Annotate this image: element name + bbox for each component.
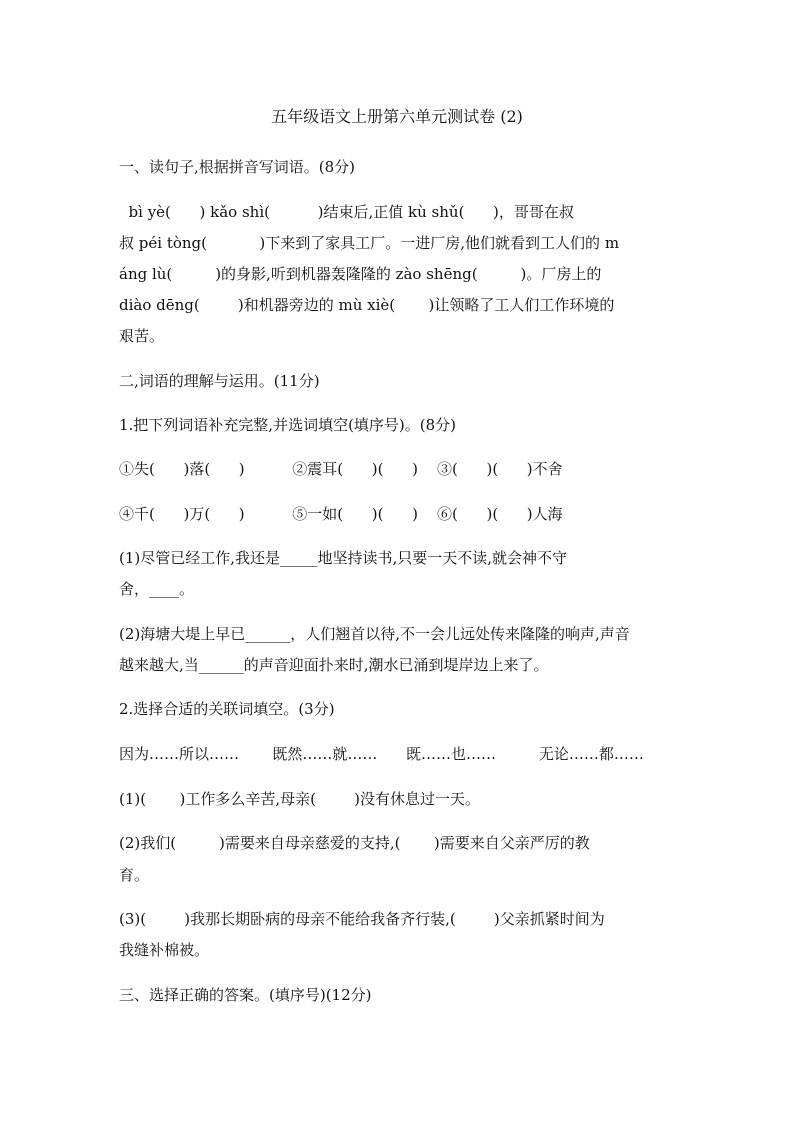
q2-sentence-3-line-2: 我缝补棉被。 (119, 941, 210, 959)
exam-title: 五年级语文上册第六单元测试卷 (2) (271, 107, 523, 126)
section1-heading: 一、读句子,根据拼音写词语。(8分) (119, 158, 356, 176)
section2-heading: 二,词语的理解与运用。(11分) (119, 372, 320, 390)
q2-sentence-2-line-2: 育。 (119, 866, 150, 884)
q1-word-row-2: ④千( )万( ) ⑤一如( )( ) ⑥( )( )人海 (119, 505, 563, 523)
q1-word-row-1: ①失( )落( ) ②震耳( )( ) ③( )( )不舍 (119, 460, 563, 478)
q2-heading: 2.选择合适的关联词填空。(3分) (119, 700, 335, 718)
section3-heading: 三、选择正确的答案。(填序号)(12分) (119, 986, 372, 1004)
q2-options: 因为……所以…… 既然……就…… 既……也…… 无论……都…… (119, 745, 644, 763)
q1-sentence-2-line-1: (2)海塘大堤上早已______，人们翘首以待,不一会儿远处传来隆隆的响声,声音 (119, 625, 630, 643)
q1-sentence-1-line-2: 舍，____。 (119, 580, 195, 598)
q1-heading: 1.把下列词语补充完整,并选词填空(填序号)。(8分) (119, 416, 457, 434)
q2-sentence-2-line-1: (2)我们( )需要来自母亲慈爱的支持,( )需要来自父亲严厉的教 (119, 834, 590, 852)
section1-line-2: 叔 péi tòng( )下来到了家具工厂。一进厂房,他们就看到工人们的 m (119, 234, 620, 252)
q1-sentence-2-line-2: 越来越大,当______的声音迎面扑来时,潮水已涌到堤岸边上来了。 (119, 656, 549, 674)
q1-sentence-1-line-1: (1)尽管已经工作,我还是_____地坚持读书,只要一天不读,就会神不守 (119, 549, 568, 567)
q2-sentence-3-line-1: (3)( )我那长期卧病的母亲不能给我备齐行装,( )父亲抓紧时间为 (119, 910, 605, 928)
section1-line-3: áng lù( )的身影,听到机器轰隆隆的 zào shēng( )。厂房上的 (119, 265, 602, 283)
q2-sentence-1: (1)( )工作多么辛苦,母亲( )没有休息过一天。 (119, 790, 480, 808)
section1-line-1: bì yè( ) kǎo shì( )结束后,正值 kù shǔ( )，哥哥在叔 (119, 203, 574, 221)
section1-line-5: 艰苦。 (119, 327, 165, 345)
section1-line-4: diào dēng( )和机器旁边的 mù xiè( )让领略了工人们工作环境的 (119, 296, 615, 314)
